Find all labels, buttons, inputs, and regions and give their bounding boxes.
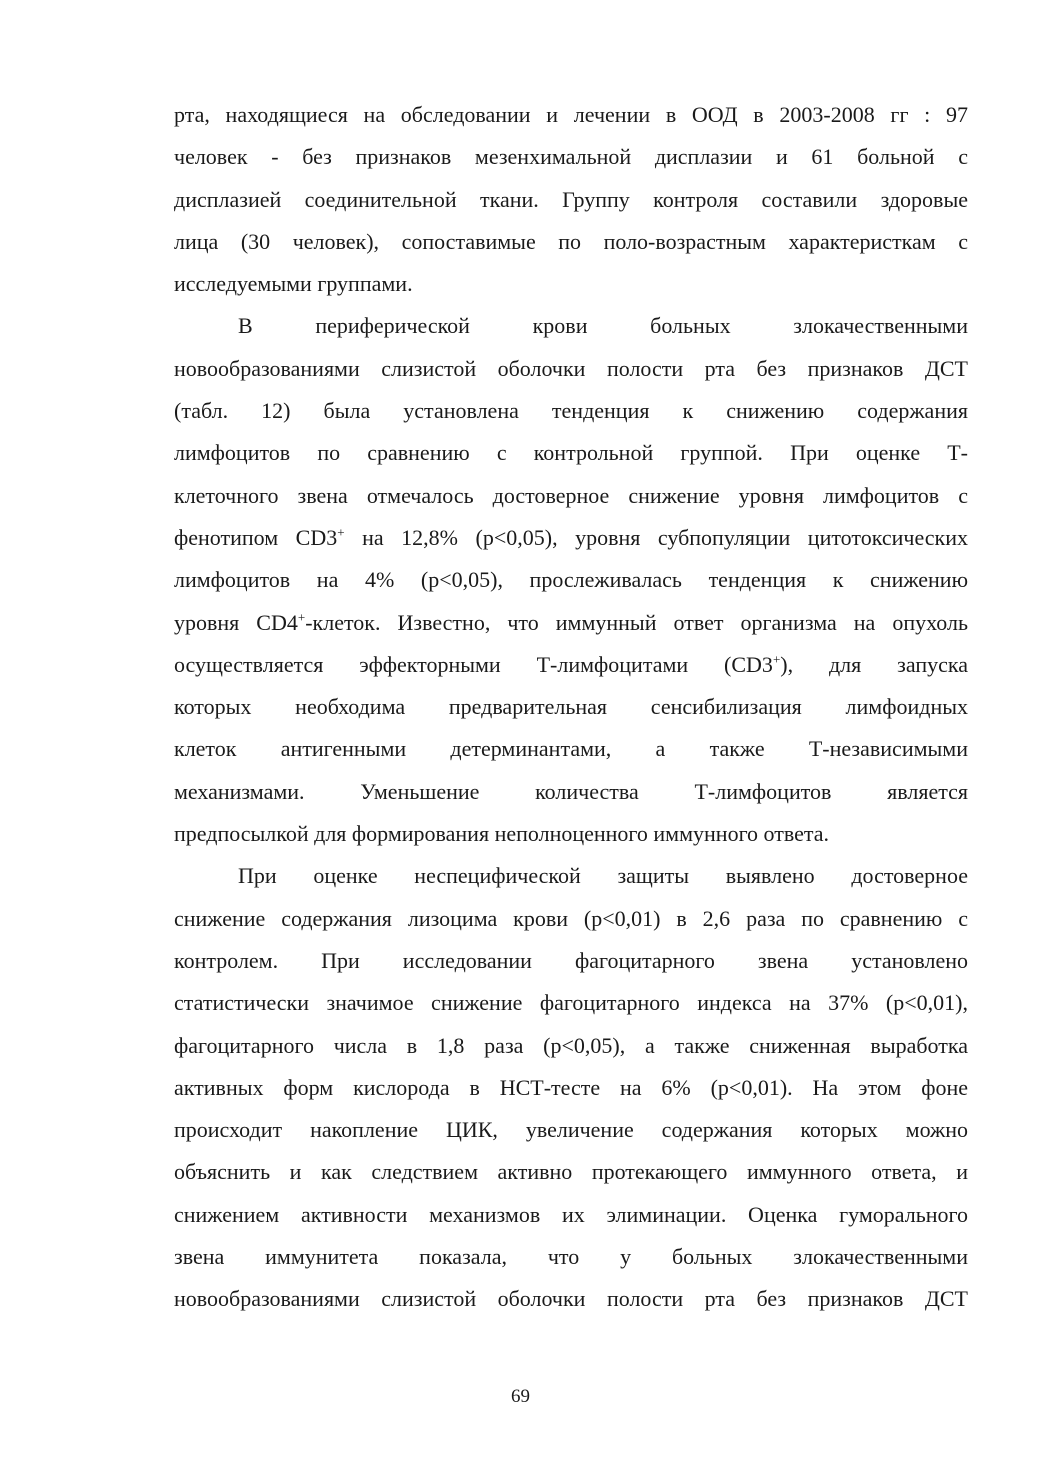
text-line: объяснить и как следствием активно протекающего иммунного ответа, и xyxy=(174,1159,968,1185)
text-line: статистически значимое снижение фагоцитарного индекса на 37% (p<0,01), xyxy=(174,990,968,1016)
text-line: исследуемыми группами. xyxy=(174,271,413,297)
text-line: звена иммунитета показала, что у больных злокачественными xyxy=(174,1244,968,1270)
text-line: В периферической крови больных злокачественными xyxy=(238,313,968,339)
text-line: клеток антигенными детерминантами, а также Т-независимыми xyxy=(174,736,968,762)
text-line: При оценке неспецифической защиты выявлено достоверное xyxy=(238,863,968,889)
text-line: дисплазией соединительной ткани. Группу контроля составили здоровые xyxy=(174,186,968,212)
text-fragment: на 12,8% (p<0,05), уровня субпопуляции цитотоксических xyxy=(344,524,968,550)
superscript-plus: + xyxy=(297,609,306,625)
text-line xyxy=(174,644,968,686)
text-line: новообразованиями слизистой оболочки полости рта без признаков ДСТ xyxy=(174,1286,968,1312)
text-line: фагоцитарного числа в 1,8 раза (p<0,05), а также сниженная выработка xyxy=(174,1032,968,1058)
text-line: рта, находящиеся на обследовании и лечении в ООД в 2003-2008 гг : 97 xyxy=(174,102,968,127)
text-line: контролем. При исследовании фагоцитарного звена установлено xyxy=(174,947,968,973)
text-line: лимфоцитов по сравнению с контрольной группой. При оценке Т- xyxy=(174,440,968,466)
text-line: (табл. 12) была установлена тенденция к снижению содержания xyxy=(174,398,968,424)
text-line: новообразованиями слизистой оболочки полости рта без признаков ДСТ xyxy=(174,355,968,381)
text-line: которых необходима предварительная сенсибилизация лимфоидных xyxy=(174,694,968,720)
text-line: клеточного звена отмечалось достоверное снижение уровня лимфоцитов с xyxy=(174,482,968,508)
superscript-plus: + xyxy=(337,524,345,540)
text-line: снижение содержания лизоцима крови (p<0,01) в 2,6 раза по сравнению с xyxy=(174,905,968,931)
text-line: человек - без признаков мезенхимальной дисплазии и 61 больной с xyxy=(174,144,968,170)
text-fragment: фенотипом CD3 xyxy=(174,524,338,550)
page-number: 69 xyxy=(511,1386,530,1407)
body-text xyxy=(174,94,968,1321)
text-line xyxy=(174,517,968,559)
text-fragment: ), для запуска xyxy=(780,651,968,677)
text-line: механизмами. Уменьшение количества Т-лимфоцитов является xyxy=(174,778,968,804)
text-line: предпосылкой для формирования неполноценного иммунного ответа. xyxy=(174,821,830,847)
text-fragment: -клеток. Известно, что иммунный ответ организма на опухоль xyxy=(305,609,968,635)
text-line: лимфоцитов на 4% (p<0,05), прослеживалась тенденция к снижению xyxy=(174,567,968,593)
superscript-plus: + xyxy=(772,651,781,667)
text-fragment: осуществляется эффекторными Т-лимфоцитами (CD3 xyxy=(174,651,773,677)
text-line: снижением активности механизмов их элиминации. Оценка гуморального xyxy=(174,1201,968,1227)
text-line xyxy=(174,602,968,644)
text-fragment: уровня CD4 xyxy=(174,609,298,635)
text-line: активных форм кислорода в НСТ-тесте на 6% (p<0,01). На этом фоне xyxy=(174,1074,968,1100)
text-line: лица (30 человек), сопоставимые по поло-возрастным характеристкам с xyxy=(174,228,968,254)
text-line: происходит накопление ЦИК, увеличение содержания которых можно xyxy=(174,1117,968,1143)
